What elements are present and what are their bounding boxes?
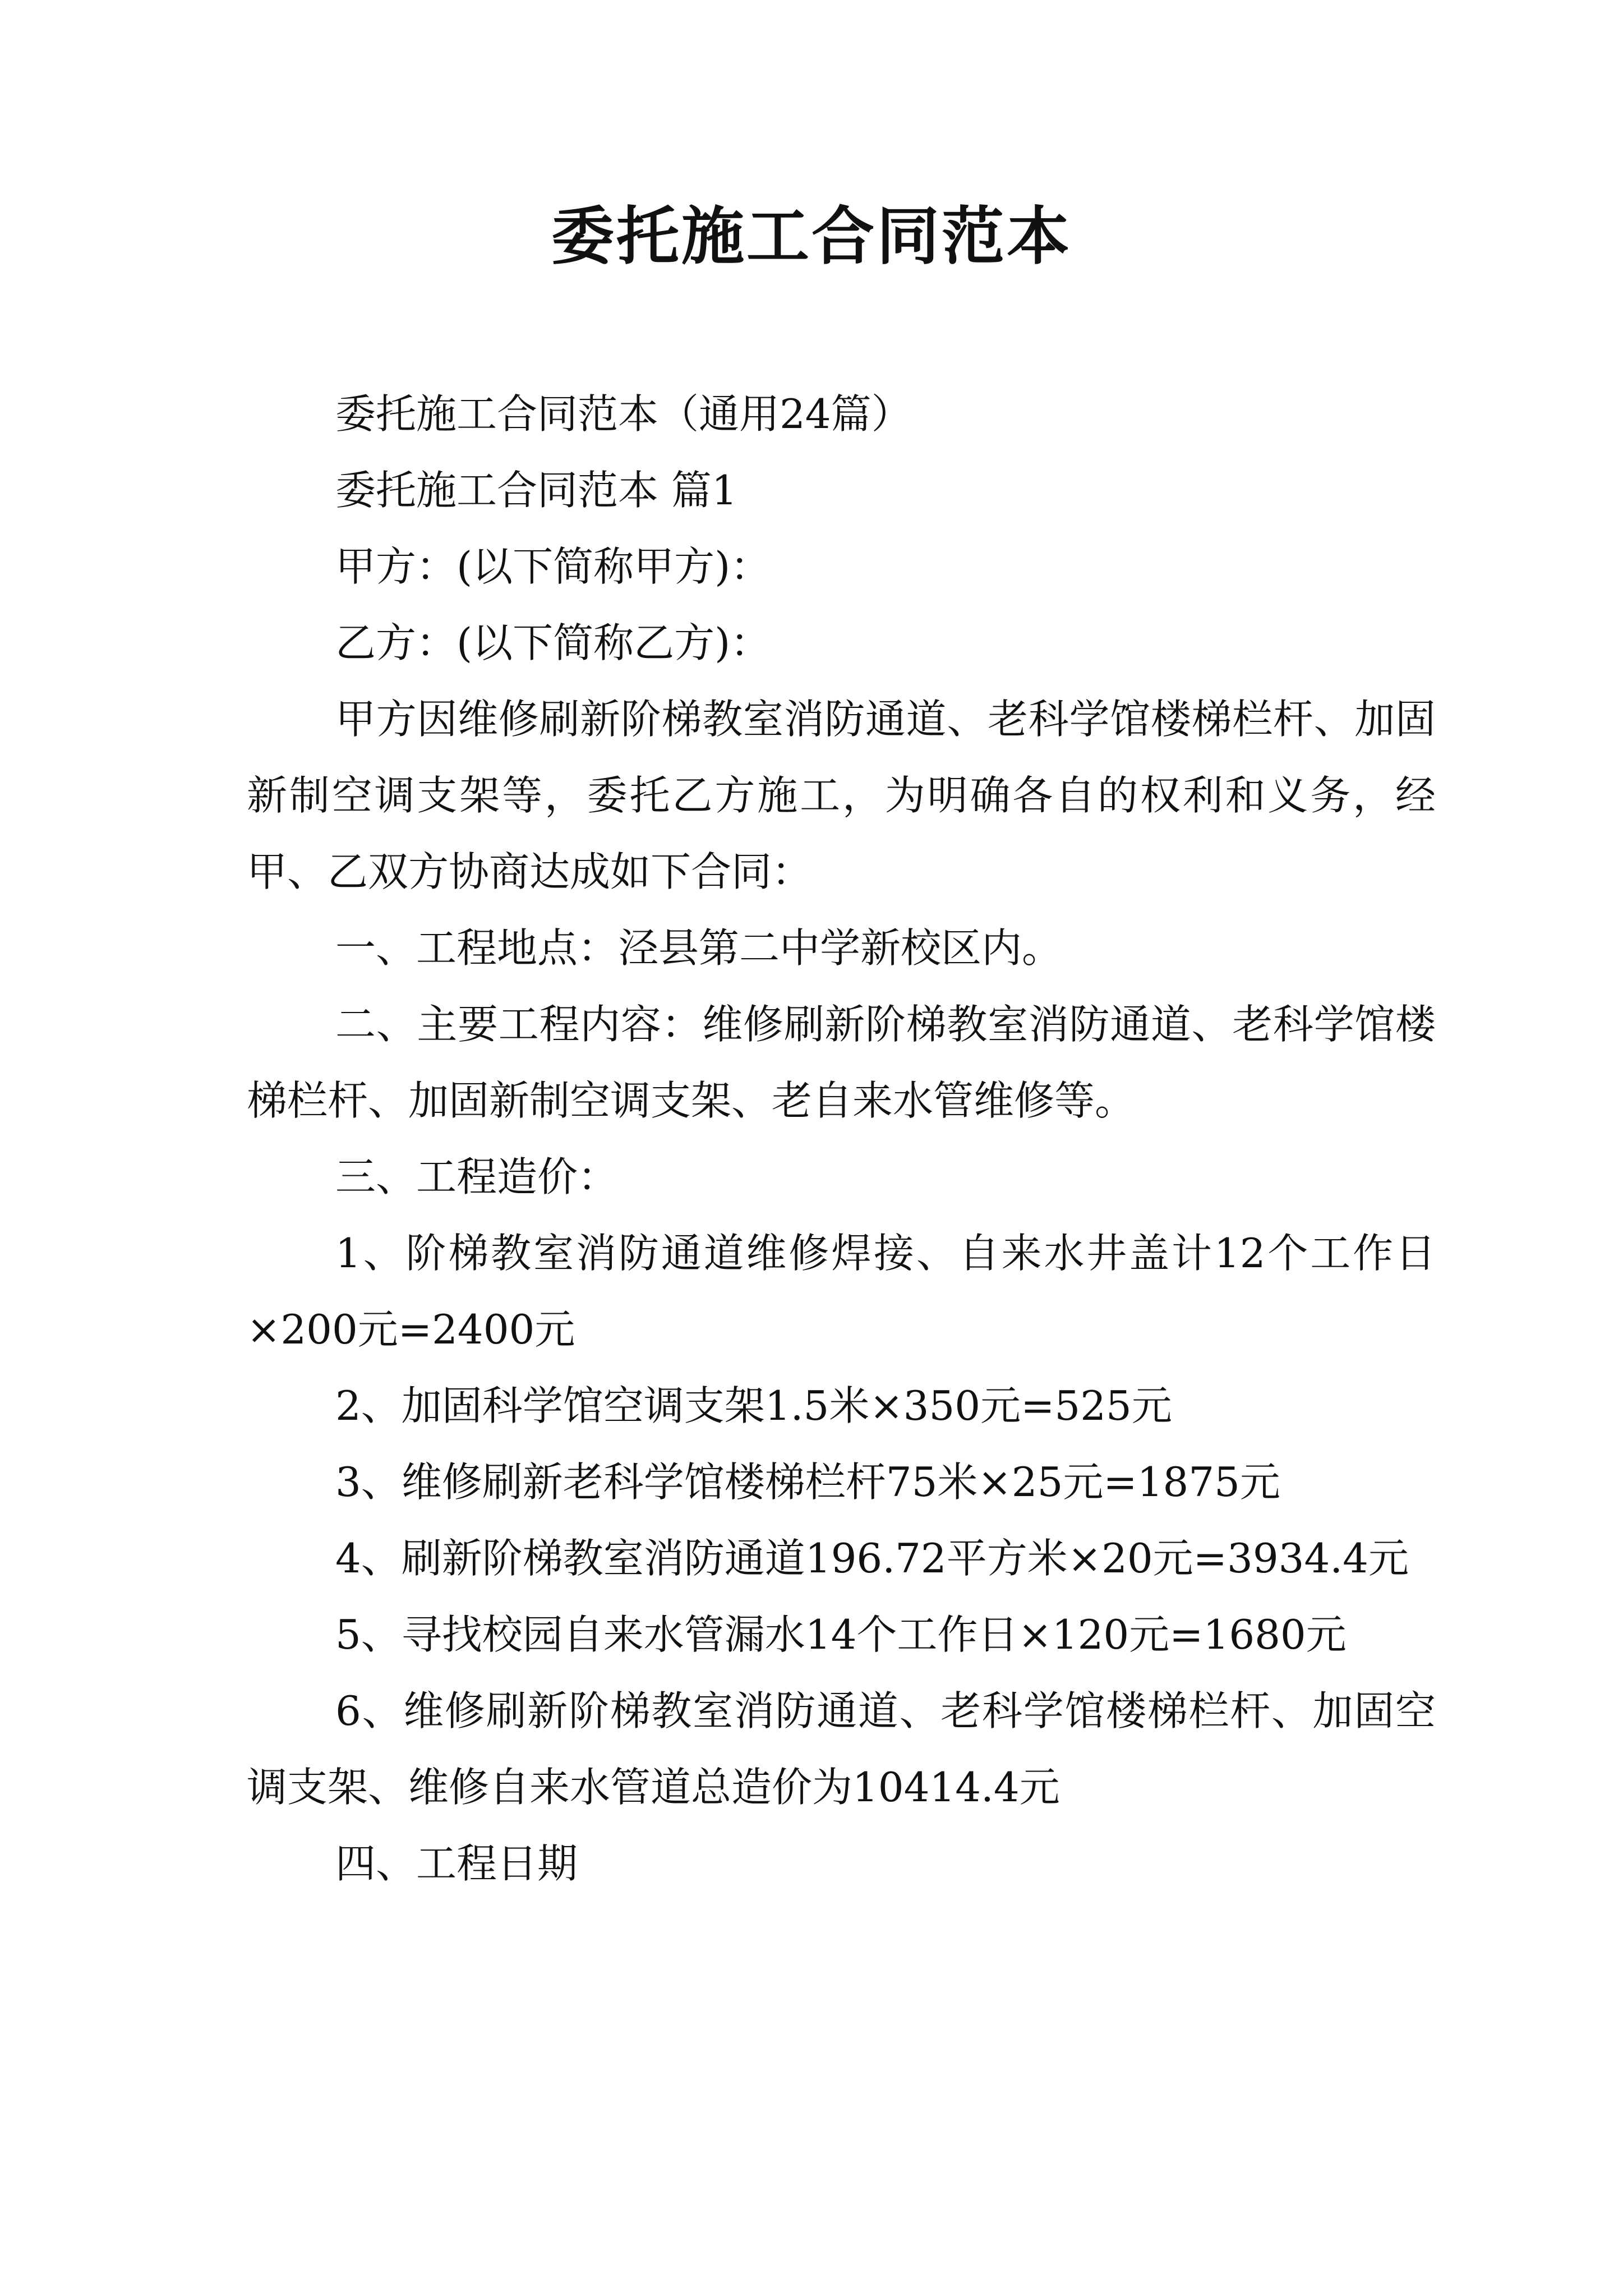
paragraph: 乙方：(以下简称乙方)： xyxy=(335,619,771,666)
document-body xyxy=(247,376,1436,1902)
paragraph: 一、工程地点：泾县第二中学新校区内。 xyxy=(335,924,1063,972)
paragraph: 3、维修刷新老科学馆楼梯栏杆75米×25元=1875元 xyxy=(335,1458,1280,1506)
paragraph: 6、维修刷新阶梯教室消防通道、老科学馆楼梯栏杆、加固空调支架、维修自来水管道总造价为10414.4元 xyxy=(247,1687,1436,1811)
paragraph: 1、阶梯教室消防通道维修焊接、自来水井盖计12个工作日×200元=2400元 xyxy=(247,1230,1436,1353)
paragraph: 2、加固科学馆空调支架1.5米×350元=525元 xyxy=(335,1382,1172,1429)
paragraph: 委托施工合同范本 篇1 xyxy=(335,467,737,514)
document-title: 委托施工合同范本 xyxy=(551,200,1072,273)
paragraph: 四、工程日期 xyxy=(335,1840,578,1887)
paragraph: 甲方因维修刷新阶梯教室消防通道、老科学馆楼梯栏杆、加固新制空调支架等，委托乙方施工，为明确各自的权利和义务，经甲、乙双方协商达成如下合同： xyxy=(247,696,1436,895)
paragraph: 4、刷新阶梯教室消防通道196.72平方米×20元=3934.4元 xyxy=(335,1535,1409,1582)
paragraph: 5、寻找校园自来水管漏水14个工作日×120元=1680元 xyxy=(335,1611,1347,1658)
paragraph: 三、工程造价： xyxy=(335,1153,619,1200)
paragraph: 甲方：(以下简称甲方)： xyxy=(335,543,771,590)
paragraph: 委托施工合同范本（通用24篇） xyxy=(335,390,912,438)
paragraph: 二、主要工程内容：维修刷新阶梯教室消防通道、老科学馆楼梯栏杆、加固新制空调支架、老自来水管维修等。 xyxy=(247,1001,1436,1124)
